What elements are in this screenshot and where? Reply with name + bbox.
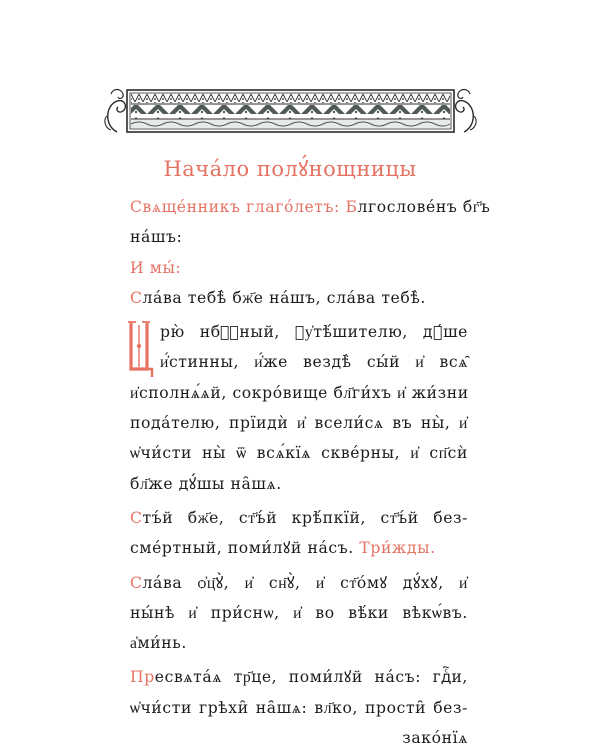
text-line: ѡ҆чи́сти ны̀ ѿ всѧ́кїѧ скве́рны, и҆ сп҃сѝ bbox=[130, 444, 468, 463]
text-line bbox=[130, 533, 468, 563]
initial-letter: И bbox=[130, 258, 145, 277]
text-line bbox=[130, 503, 468, 533]
initial-letter: С bbox=[130, 573, 143, 592]
initial-letter: Пр bbox=[130, 668, 155, 687]
rubric-line bbox=[130, 192, 491, 222]
text-line: пода́телю, прїидѝ и҆ всели́сѧ въ ны̀, и҆ bbox=[130, 414, 468, 433]
rubric-thrice: Три́жды. bbox=[359, 539, 436, 558]
prayer-text bbox=[130, 192, 491, 753]
text-fragment: тъ́й бж҃е, ст҃ъ́й крѣ́пкїй, ст҃ъ́й без- bbox=[142, 508, 468, 527]
response-line bbox=[130, 253, 468, 283]
text-line: а҆ми́нь. bbox=[130, 634, 187, 653]
text-line: ны́нѣ и҆ при́снѡ, и҆ во вѣ́ки вѣкѡ́въ. bbox=[130, 603, 468, 622]
text-line bbox=[130, 568, 468, 598]
text-line: ѡ҆чи́сти грѣхи̑ на̑шѧ: вл҃ко, прости̑ без- bbox=[130, 698, 468, 717]
text-line bbox=[130, 662, 468, 692]
text-line: на́шъ: bbox=[130, 228, 183, 247]
text-line: зако́нїѧ bbox=[402, 729, 468, 748]
text-fragment: ла́ва тебѣ̀ бж҃е на́шъ, сла́ва тебѣ̀. bbox=[142, 288, 426, 307]
text-line: бл҃же дꙋ́шы на̑шѧ. bbox=[130, 474, 282, 493]
text-fragment: есвѧта́ѧ тр҃це, поми́лꙋй на́съ: гдⷭ҇и, bbox=[154, 668, 468, 687]
text-fragment: ла́ва ѻ҆ц҃ꙋ̀, и҆ сн҃ꙋ̀, и҆ ст҃о́мꙋ дꙋ́хꙋ, и҆ bbox=[142, 573, 468, 592]
text-fragment: лгослове́нъ бг҃ъ bbox=[357, 198, 491, 216]
response-text: мы́: bbox=[144, 258, 182, 277]
section-title: Нача́ло полꙋ́нощницы bbox=[163, 157, 417, 181]
initial-letter: С bbox=[130, 288, 143, 307]
rubric-priest: Свѧще́нникъ глаго́летъ: bbox=[130, 198, 340, 216]
text-line: и҆́стинны, и҆́же вездѣ̀ сы́й и҆ всѧ̑ bbox=[160, 353, 468, 372]
text-line: и҆сполнѧ́ѧй, сокро́вище бл҃ги́хъ и҆ жи́зни bbox=[130, 383, 469, 402]
ornamental-header-band-icon bbox=[103, 86, 478, 136]
text-line: рю̀ нбⷭ҇ный, ᲂу҆тѣ́шителю, дꙋ́ше bbox=[160, 323, 468, 342]
text-line bbox=[130, 283, 468, 313]
drop-cap-initial-icon bbox=[128, 319, 154, 379]
initial-letter: Б bbox=[345, 198, 358, 216]
paragraph-heavenly-king bbox=[130, 317, 468, 499]
initial-letter: С bbox=[130, 508, 143, 527]
text-fragment: сме́ртный, поми́лꙋй на́съ. bbox=[130, 539, 354, 558]
